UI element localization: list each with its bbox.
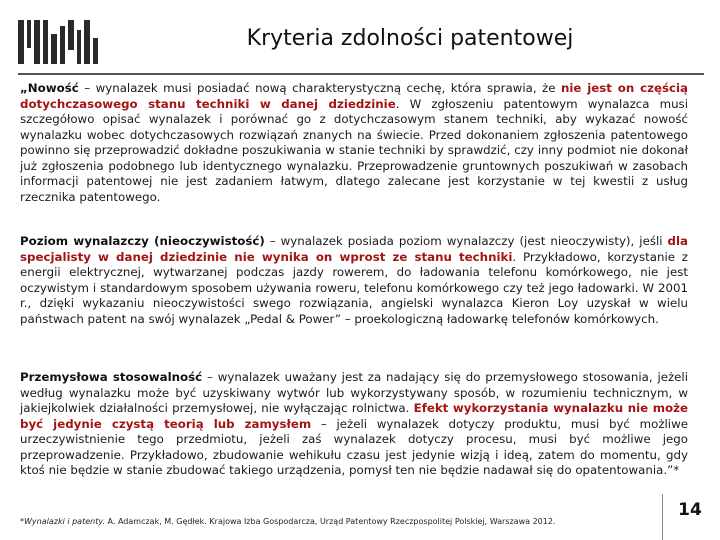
paragraph-text: – wynalazek musi posiadać nową charakterystyczną cechę, która sprawia, że	[78, 81, 561, 95]
paragraph-industrial-applicability	[20, 370, 688, 479]
title-divider	[18, 73, 704, 75]
page-title: Kryteria zdolności patentowej	[246, 26, 574, 51]
paragraph-inventive-step	[20, 234, 688, 327]
page-number-divider	[662, 494, 663, 540]
paragraph-text: . Przykładowo, korzystanie z energii elektrycznej, wytwarzanej podczas jazdy rowerem, do ładowania telefonu komórkowego, nie jest oczywistym i standardowym sposobem używania roweru, telefonu komórkowego czy też jego ładowarki. W 2001 r., dzięki wykazaniu nieoczywistości swego rozwiązania, angielski wynalazca Kieron Loy uzyskał w wielu państwach patent na swój wynalazek „Pedal & Power” – proekologiczną ładowarkę telefonów komórkowych.	[20, 249, 688, 326]
paragraph-lead: Poziom wynalazczy (nieoczywistość)	[20, 234, 265, 248]
paragraph-text: – jeżeli wynalazek dotyczy produktu, musi być możliwe urzeczywistnienie tego przedmiotu, jeżeli zaś wynalazek dotyczy procesu, musi być możliwe jego przeprowadzenie. Przykładowo, zbudowanie wehikułu czasu jest jedynie wizją i ideą, zatem do momentu, gdy ktoś nie będzie w stanie zbudować takiego urządzenia, pomysł ten nie będzie nadawał się do opatentowania.”*	[20, 416, 688, 477]
footnote-text: A. Adamczak, M. Gędłek. Krajowa Izba Gospodarcza, Urząd Patentowy Rzeczpospolitej Polskiej, Warszawa 2012.	[105, 517, 556, 526]
footnote-title: *Wynalazki i patenty.	[20, 517, 106, 526]
paragraph-text: – wynalazek uważany jest za nadający się do przemysłowego stosowania, jeżeli według wynalazku może być uzyskiwany wytwór lub wykorzystywany sposób, w rozumieniu technicznym, w jakiejkolwiek działalności przemysłowej, nie wyłączając rolnictwa.	[20, 370, 688, 415]
highlight-text: nie jest on częścią dotychczasowego stanu techniki w danej dziedzinie	[20, 81, 688, 111]
page-number: 14	[678, 500, 702, 520]
paragraph-text: – wynalazek posiada poziom wynalazczy (jest nieoczywisty), jeśli	[264, 234, 668, 248]
paragraph-text: . W zgłoszeniu patentowym wynalazca musi szczegółowo opisać wynalazek i porównać go z dotychczasowym stanem techniki, aby wykazać nowość wynalazku wobec dotychczasowych rozwiązań znanych na świecie. Przed dokonaniem zgłoszenia patentowego powinno się przeprowadzić dokładne poszukiwania w stanie techniki by sprawdzić, czy inny podmiot nie dokonał już zgłoszenia podobnego lub identycznego wynalazku. Przeprowadzenie gruntownych poszukiwań w zasobach informacji patentowej nie jest zadaniem łatwym, dlatego zalecane jest korzystanie w tej kwestii z usług rzecznika patentowego.	[20, 96, 688, 204]
upp-logo-icon	[18, 20, 98, 64]
paragraph-lead: „Nowość	[20, 81, 79, 95]
highlight-text: dla specjalisty w danej dziedzinie nie wynika on wprost ze stanu techniki	[20, 234, 688, 264]
paragraph-lead: Przemysłowa stosowalność	[20, 370, 203, 384]
paragraph-novelty	[20, 81, 688, 205]
highlight-text: Efekt wykorzystania wynalazku nie może być jedynie czystą teorią lub zamysłem	[20, 401, 688, 431]
footnote	[20, 517, 660, 526]
